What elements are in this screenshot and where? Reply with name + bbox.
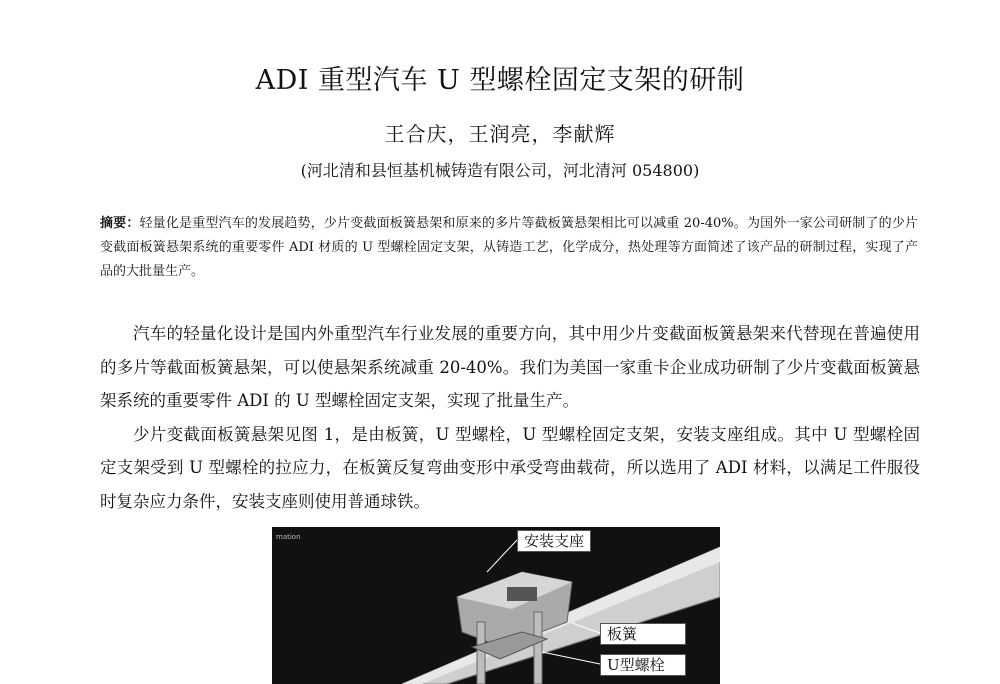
leader-ubolt [542, 652, 600, 664]
label-mount: 安装支座 [517, 530, 591, 552]
mount-slot [507, 587, 537, 601]
affiliation: (河北清和县恒基机械铸造有限公司，河北清河 054800) [300, 161, 700, 180]
paragraph-2: 少片变截面板簧悬架见图 1，是由板簧，U 型螺栓，U 型螺栓固定支架，安装支座组成。其中 U 型螺栓固定支架受到 U 型螺栓的拉应力，在板簧反复弯曲变形中承受弯曲载荷，所以选用了 ADI 材料，以满足工件服役时复杂应力条件，安装支座则使用普通球铁。 [100, 424, 920, 511]
abstract [100, 212, 918, 284]
figure-corner-text: mation [276, 533, 301, 541]
label-spring: 板簧 [600, 623, 686, 645]
ubolt-left [477, 622, 485, 684]
figure-1 [272, 527, 720, 684]
ubolt-right [534, 612, 542, 684]
abstract-text: 轻量化是重型汽车的发展趋势，少片变截面板簧悬架和原来的多片等截板簧悬架相比可以减重 20-40%。为国外一家公司研制了的少片变截面板簧悬架系统的重要零件 ADI 材质的 U 型螺栓固定支架，从铸造工艺，化学成分，热处理等方面简述了该产品的研制过程，实现了产品的大批量生产。 [100, 216, 918, 279]
label-ubolt: U型螺栓 [600, 654, 686, 676]
authors: 王合庆，王润亮，李献辉 [384, 122, 616, 146]
abstract-label: 摘要： [100, 216, 140, 231]
paper-title: ADI 重型汽车 U 型螺栓固定支架的研制 [255, 65, 745, 96]
paragraph-1: 汽车的轻量化设计是国内外重型汽车行业发展的重要方向，其中用少片变截面板簧悬架来代替现在普遍使用的多片等截面板簧悬架，可以使悬架系统减重 20-40%。我们为美国一家重卡企业成功研制了少片变截面板簧悬架系统的重要零件 ADI 的 U 型螺栓固定支架，实现了批量生产。 [100, 324, 920, 410]
leader-mount [487, 540, 517, 572]
body-text [100, 317, 920, 518]
